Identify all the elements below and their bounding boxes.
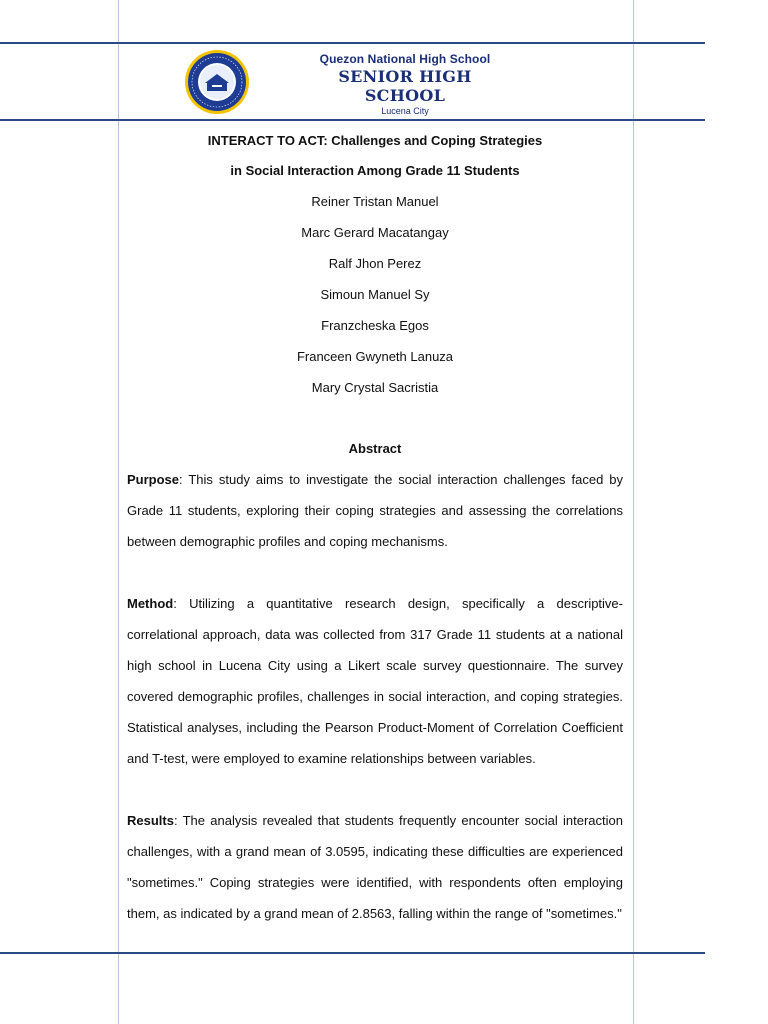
paper-body — [127, 126, 623, 929]
school-name: Quezon National High School — [319, 52, 491, 66]
paper-title-line-2: in Social Interaction Among Grade 11 Students — [230, 163, 520, 178]
author-4: Simoun Manuel Sy — [320, 287, 430, 302]
school-city: Lucena City — [381, 106, 429, 116]
purpose-paragraph — [127, 464, 623, 557]
method-label: Method — [127, 596, 174, 611]
results-text: : The analysis revealed that students frequently encounter social interaction challenges, with a grand mean of 3.0595, indicating these difficulties are experienced "sometimes." Coping strategies were identified, with respondents often employing them, as indicated by a grand mean of 2.8563, falling within the range of "sometimes." — [127, 813, 623, 921]
method-paragraph — [127, 588, 623, 774]
left-margin-line — [118, 0, 119, 1024]
results-paragraph — [127, 805, 623, 929]
author-3: Ralf Jhon Perez — [328, 256, 422, 271]
school-division: SENIOR HIGH SCHOOL — [338, 67, 472, 105]
footer-rule — [0, 952, 705, 954]
method-text: : Utilizing a quantitative research design, specifically a descriptive-correlational approach, data was collected from 317 Grade 11 students at a national high school in Lucena City using a Likert scale survey questionnaire. The survey covered demographic profiles, challenges in social interaction, and coping strategies. Statistical analyses, including the Pearson Product-Moment of Correlation Coefficient and T-test, were employed to examine relationships between variables. — [127, 596, 623, 766]
author-5: Franzcheska Egos — [321, 318, 429, 333]
purpose-label: Purpose — [127, 472, 180, 487]
author-2: Marc Gerard Macatangay — [301, 225, 449, 240]
results-label: Results — [127, 813, 174, 828]
letterhead — [0, 44, 768, 118]
author-7: Mary Crystal Sacristia — [311, 380, 439, 395]
abstract-heading: Abstract — [348, 441, 402, 456]
school-seal-icon — [184, 49, 250, 115]
paper-title-line-1: INTERACT TO ACT: Challenges and Coping Strategies — [207, 133, 543, 148]
author-1: Reiner Tristan Manuel — [311, 194, 439, 209]
header-bottom-rule — [0, 119, 705, 121]
right-margin-line — [633, 0, 634, 1024]
purpose-text: : This study aims to investigate the social interaction challenges faced by Grade 11 students, exploring their coping strategies and assessing the correlations between demographic profiles and coping mechanisms. — [127, 472, 623, 549]
author-6: Franceen Gwyneth Lanuza — [296, 349, 454, 364]
